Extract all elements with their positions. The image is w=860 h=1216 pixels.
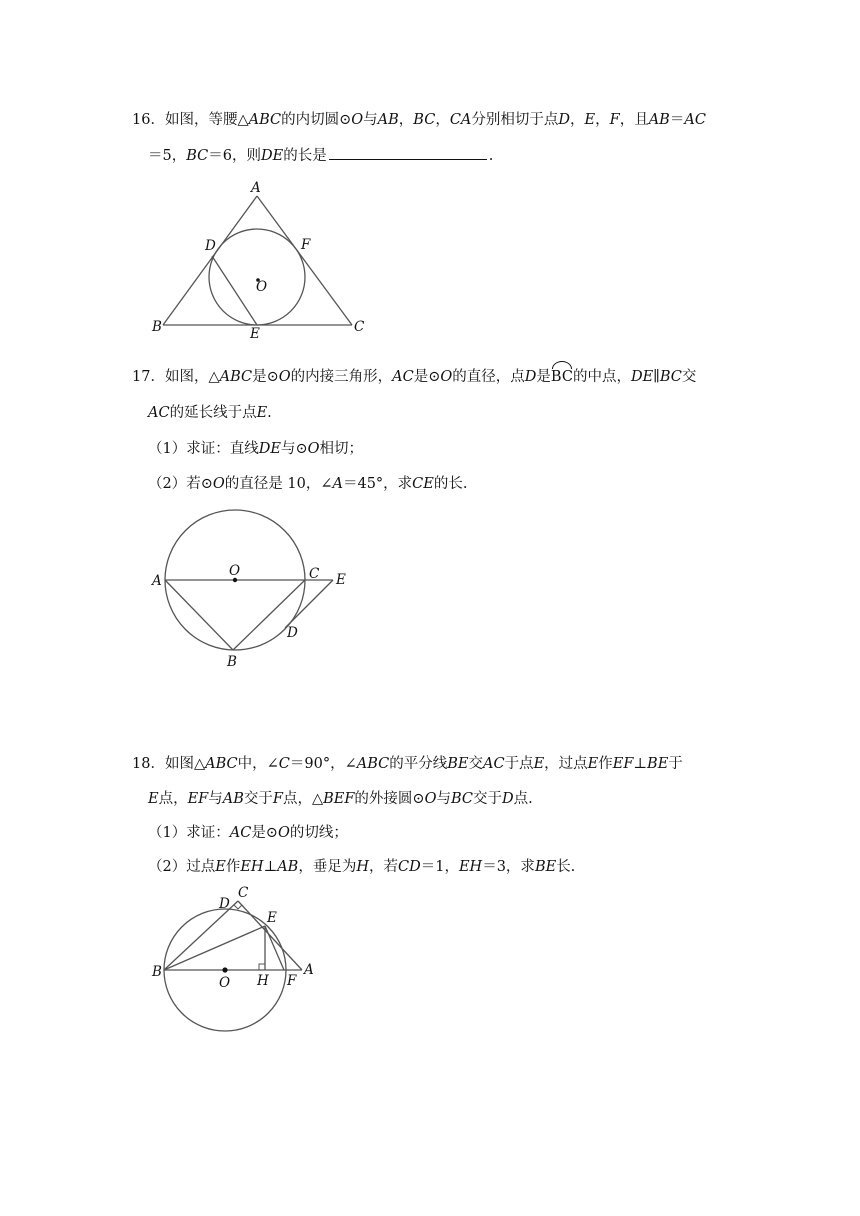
q16-label-c: C xyxy=(354,319,365,335)
q17-label-a: A xyxy=(152,573,162,589)
q16-line2: ＝5，BC＝6，则DE的长是 . xyxy=(148,145,493,166)
arc-bc: BC xyxy=(550,369,573,385)
q16-label-b: B xyxy=(152,319,162,335)
q18-part2: （2）过点E作EH⊥AB，垂足为H，若CD＝1，EH＝3，求BE长. xyxy=(148,859,576,875)
q18-label-c: C xyxy=(238,885,249,901)
q17-line1: 17．如图，△ABC是⊙O的内接三角形，AC是⊙O的直径，点D是BC的中点，DE∥BC交 xyxy=(132,369,697,385)
q17-label-b: B xyxy=(227,654,237,670)
q18-label-h: H xyxy=(257,973,269,989)
q16-label-o: O xyxy=(256,279,268,295)
q17-label-o: O xyxy=(229,563,241,579)
q18-line1: 18．如图△ABC中，∠C＝90°，∠ABC的平分线BE交AC于点E，过点E作EF⊥BE于 xyxy=(132,756,683,772)
q16-label-f: F xyxy=(301,237,311,253)
q18-part1: （1）求证：AC是⊙O的切线； xyxy=(148,825,348,841)
q17-label-d: D xyxy=(287,625,298,641)
q18-label-b: B xyxy=(152,964,162,980)
q16-label-d: D xyxy=(205,238,216,254)
q18-label-d: D xyxy=(219,896,230,912)
q18-label-f: F xyxy=(287,973,297,989)
q18-label-o: O xyxy=(219,975,231,991)
q17-label-e: E xyxy=(336,572,346,588)
q16-line1: 16．如图，等腰△ABC的内切圆⊙O与AB，BC，CA分别相切于点D，E，F，且AB＝AC xyxy=(132,112,706,128)
q17-part1: （1）求证：直线DE与⊙O相切； xyxy=(148,441,363,457)
q18-label-e: E xyxy=(267,910,277,926)
q18-label-a: A xyxy=(304,962,314,978)
q17-label-c: C xyxy=(309,566,320,582)
q16-label-e: E xyxy=(250,326,260,342)
q17-part2: （2）若⊙O的直径是 10，∠A＝45°，求CE的长. xyxy=(148,476,468,492)
q17-line2: AC的延长线于点E. xyxy=(148,405,272,421)
q16-label-a: A xyxy=(251,180,261,196)
q18-line2: E点，EF与AB交于F点，△BEF的外接圆⊙O与BC交于D点. xyxy=(148,791,533,807)
